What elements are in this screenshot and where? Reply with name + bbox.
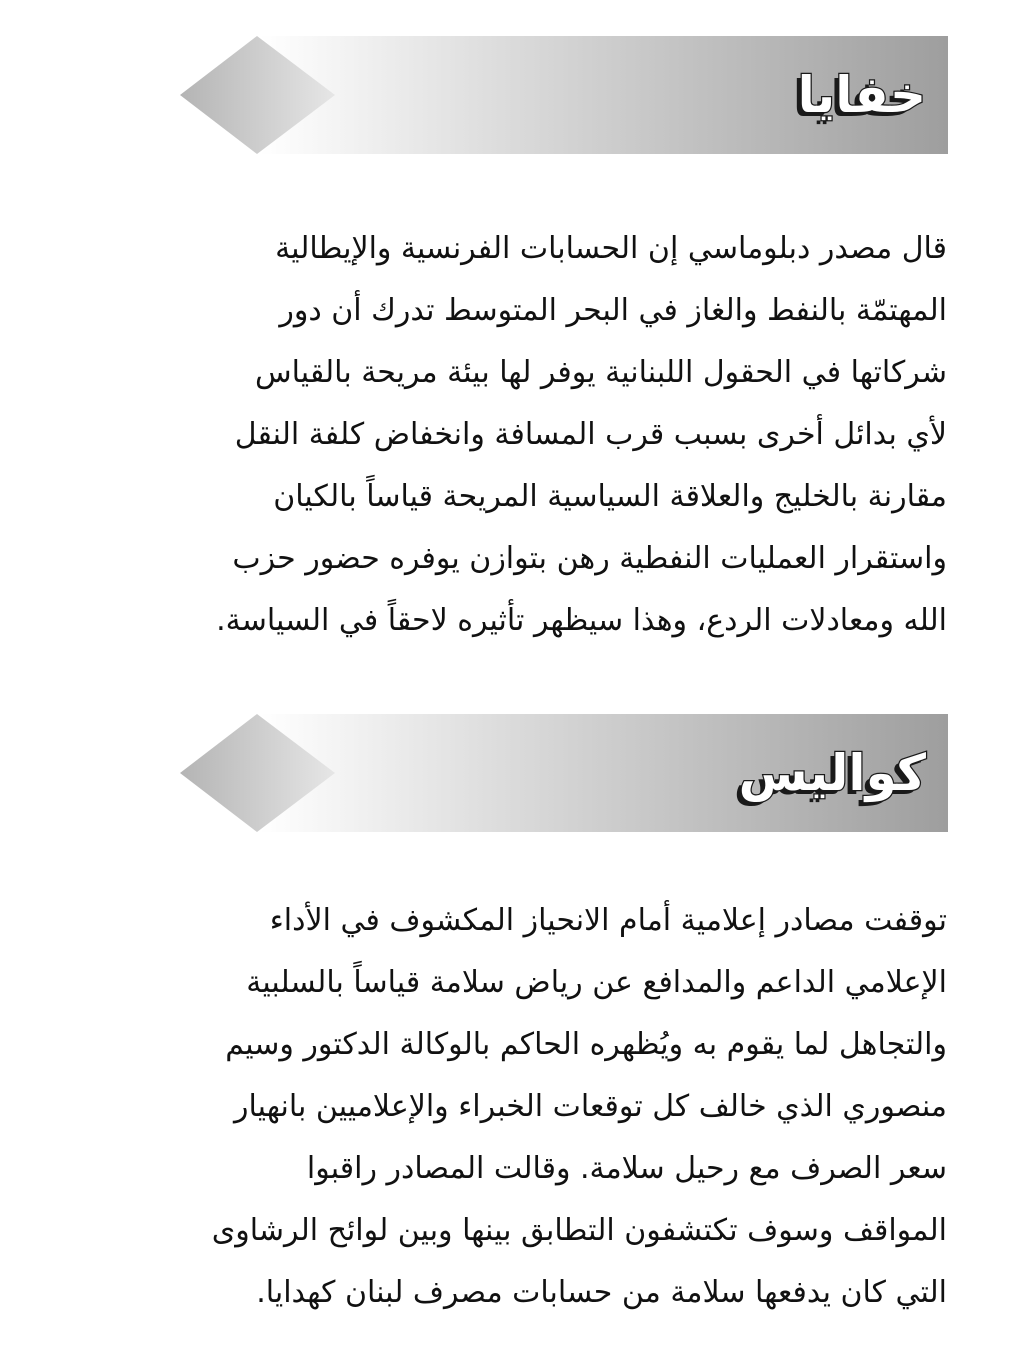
body-line: المواقف وسوف تكتشفون التطابق بينها وبين لوائح الرشاوى — [211, 1213, 947, 1248]
body-line: الإعلامي الداعم والمدافع عن رياض سلامة قياساً بالسلبية — [246, 965, 947, 1000]
section-title: خفايا — [797, 66, 926, 124]
section-title: كواليس — [738, 744, 926, 802]
body-line: توقفت مصادر إعلامية أمام الانحياز المكشوف في الأداء — [269, 903, 947, 938]
body-line: سعر الصرف مع رحيل سلامة. وقالت المصادر راقبوا — [306, 1151, 947, 1186]
body-line: المهتمّة بالنفط والغاز في البحر المتوسط تدرك أن دور — [279, 293, 947, 328]
body-line: شركاتها في الحقول اللبنانية يوفر لها بيئة مريحة بالقياس — [255, 355, 947, 390]
section-kawalees — [0, 680, 1021, 1369]
section-khafaya — [0, 0, 1021, 680]
section-banner — [180, 36, 948, 154]
body-line: مقارنة بالخليج والعلاقة السياسية المريحة قياساً بالكيان — [273, 479, 947, 514]
body-line: التي كان يدفعها سلامة من حسابات مصرف لبنان كهدايا. — [256, 1275, 947, 1310]
body-line: والتجاهل لما يقوم به ويُظهره الحاكم بالوكالة الدكتور وسيم — [225, 1027, 947, 1062]
body-line: الله ومعادلات الردع، وهذا سيظهر تأثيره لاحقاً في السياسة. — [216, 603, 947, 638]
section-body — [40, 890, 947, 1324]
section-banner — [180, 714, 948, 832]
body-line: منصوري الذي خالف كل توقعات الخبراء والإعلاميين بانهيار — [234, 1089, 947, 1124]
body-line: قال مصدر دبلوماسي إن الحسابات الفرنسية والإيطالية — [275, 231, 947, 266]
section-body — [40, 218, 947, 652]
body-line: لأي بدائل أخرى بسبب قرب المسافة وانخفاض كلفة النقل — [234, 417, 947, 452]
body-line: واستقرار العمليات النفطية رهن بتوازن يوفره حضور حزب — [232, 541, 947, 576]
